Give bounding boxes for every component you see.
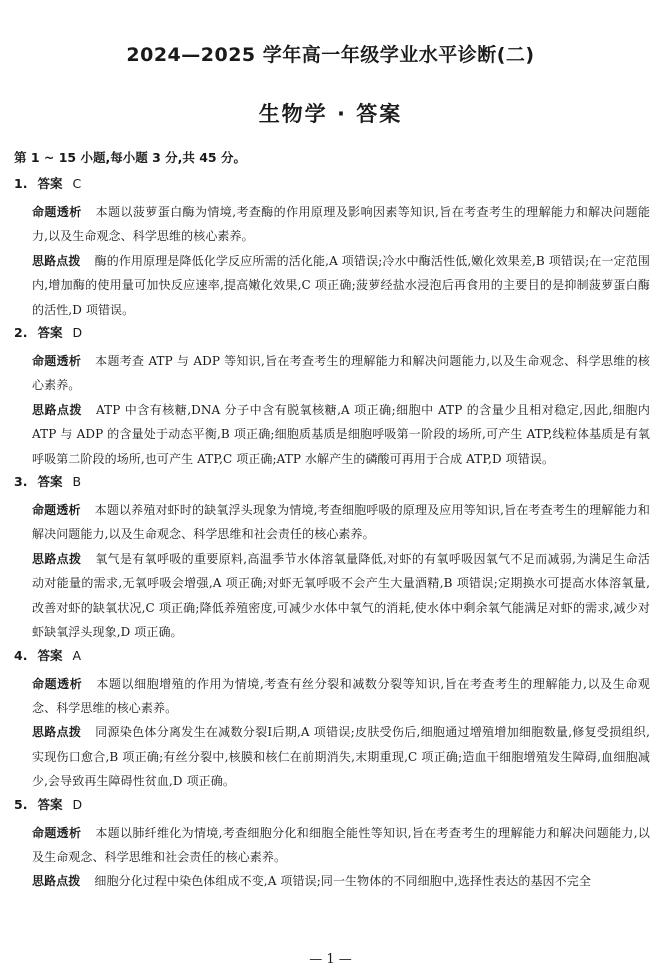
answer-item <box>14 474 650 644</box>
answer-label: 答案 <box>37 325 63 341</box>
answer-value: D <box>72 796 83 812</box>
item-header <box>14 176 650 192</box>
analysis-label: 命题透析 <box>32 676 83 691</box>
analysis-text: 本题考查 ATP 与 ADP 等知识,旨在考查考生的理解能力和解决问题能力,以及生命观念、科学思维的核心素养。 <box>32 354 650 393</box>
section-intro: 第 1 ~ 15 小题,每小题 3 分,共 45 分。 <box>14 150 246 165</box>
answer-value: C <box>72 176 82 191</box>
hint-paragraph <box>32 398 650 471</box>
analysis-paragraph <box>32 498 650 547</box>
hint-label: 思路点拨 <box>32 253 81 268</box>
analysis-label: 命题透析 <box>32 205 82 219</box>
answer-value: A <box>72 647 82 663</box>
answer-item <box>14 325 650 471</box>
answer-value: D <box>72 325 83 341</box>
hint-paragraph <box>32 869 650 893</box>
answer-label: 答案 <box>37 647 63 663</box>
hint-text: 同源染色体分离发生在减数分裂Ⅰ后期,A 项错误;皮肤受伤后,细胞通过增殖增加细胞数量,修复受损组织,实现伤口愈合,B 项正确;有丝分裂中,核膜和核仁在前期消失,末期重现,C 项正确;造血干细胞增殖发生障碍,血细胞减少,会导致再生障碍性贫血,D 项正确。 <box>32 725 651 789</box>
hint-text: ATP 中含有核糖,DNA 分子中含有脱氧核糖,A 项正确;细胞中 ATP 的含量少且相对稳定,因此,细胞内 ATP 与 ADP 的含量处于动态平衡,B 项正确;细胞质基质是细胞呼吸第一阶段的场所,可产生 ATP,线粒体基质是有氧呼吸第二阶段的场所,也可产生 ATP,C 项正确;ATP 水解产生的磷酸可再用于合成 ATP,D 项错误。 <box>32 402 651 466</box>
item-number: 4. <box>14 647 28 663</box>
hint-paragraph <box>32 720 650 793</box>
analysis-text: 本题以细胞增殖的作用为情境,考查有丝分裂和减数分裂等知识,旨在考查考生的理解能力,以及生命观念、科学思维的核心素养。 <box>32 676 650 715</box>
answer-label: 答案 <box>37 474 63 490</box>
item-header <box>14 474 650 490</box>
analysis-paragraph <box>32 349 650 398</box>
analysis-text: 本题以菠萝蛋白酶为情境,考查酶的作用原理及影响因素等知识,旨在考查考生的理解能力和解决问题能力,以及生命观念、科学思维的核心素养。 <box>32 205 650 244</box>
hint-label: 思路点拨 <box>32 551 82 566</box>
analysis-text: 本题以养殖对虾时的缺氧浮头现象为情境,考查细胞呼吸的原理及应用等知识,旨在考查考生的理解能力和解决问题能力,以及生命观念、科学思维和社会责任的核心素养。 <box>32 503 650 542</box>
hint-paragraph <box>32 547 650 645</box>
answer-item <box>14 176 650 322</box>
hint-label: 思路点拨 <box>32 874 81 889</box>
analysis-label: 命题透析 <box>32 825 82 840</box>
analysis-label: 命题透析 <box>32 354 82 369</box>
page-title: 2024—2025 学年高一年级学业水平诊断(二) <box>126 44 535 66</box>
analysis-paragraph <box>32 200 650 249</box>
answer-list <box>14 176 650 897</box>
item-number: 1. <box>14 176 28 191</box>
hint-text: 酶的作用原理是降低化学反应所需的活化能,A 项错误;冷水中酶活性低,嫩化效果差,B 项错误;在一定范围内,增加酶的使用量可加快反应速率,提高嫩化效果,C 项正确;菠萝经盐水浸泡后再食用的主要目的是抑制菠萝蛋白酶的活性,D 项错误。 <box>32 253 651 317</box>
item-number: 3. <box>14 474 28 490</box>
hint-text: 氧气是有氧呼吸的重要原料,高温季节水体溶氧量降低,对虾的有氧呼吸因氧气不足而减弱,为满足生命活动对能量的需求,无氧呼吸会增强,A 项正确;对虾无氧呼吸不会产生大量酒精,B 项错误;定期换水可提高水体溶氧量,改善对虾的缺氧状况,C 项正确;降低养殖密度,可减少水体中氧气的消耗,使水体中剩余氧气能满足对虾的需求,减少对虾缺氧浮头现象,D 项正确。 <box>32 551 650 640</box>
item-header <box>14 325 650 341</box>
answer-value: B <box>72 474 82 490</box>
analysis-text: 本题以肺纤维化为情境,考查细胞分化和细胞全能性等知识,旨在考查考生的理解能力和解决问题能力,以及生命观念、科学思维和社会责任的核心素养。 <box>32 825 650 864</box>
hint-paragraph <box>32 249 650 322</box>
page-number: — 1 — <box>309 952 352 967</box>
item-number: 5. <box>14 796 28 812</box>
item-header <box>14 797 650 813</box>
answer-label: 答案 <box>37 796 63 812</box>
hint-text: 细胞分化过程中染色体组成不变,A 项错误;同一生物体的不同细胞中,选择性表达的基因不完全 <box>94 874 591 889</box>
item-number: 2. <box>14 325 28 341</box>
hint-label: 思路点拨 <box>32 725 82 740</box>
answer-item <box>14 797 650 894</box>
analysis-paragraph <box>32 821 650 870</box>
item-header <box>14 648 650 664</box>
page-subtitle: 生物学 · 答案 <box>258 102 403 126</box>
analysis-paragraph <box>32 672 650 721</box>
analysis-label: 命题透析 <box>32 503 81 518</box>
answer-item <box>14 648 650 794</box>
answer-label: 答案 <box>37 176 63 191</box>
hint-label: 思路点拨 <box>32 402 83 417</box>
